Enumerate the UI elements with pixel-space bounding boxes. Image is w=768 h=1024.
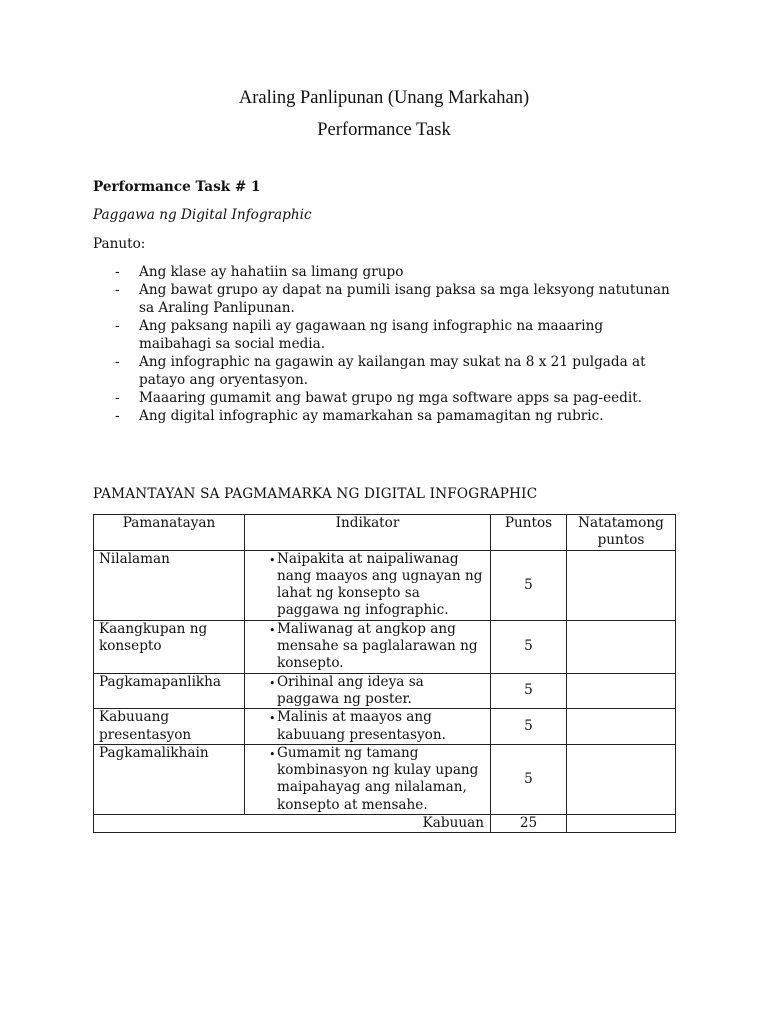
- instruction-item: [115, 263, 675, 281]
- table-row: [94, 550, 676, 620]
- instruction-text: Ang infographic na gagawin ay kailangan may sukat na 8 x 21 pulgada at patayo ang oryentasyon.: [139, 354, 646, 388]
- points-cell: 5: [491, 550, 567, 620]
- list-dash: -: [115, 390, 120, 406]
- indicator-text: Orihinal ang ideya sa paggawa ng poster.: [277, 673, 424, 707]
- earned-cell: [567, 550, 676, 620]
- instruction-item: [115, 407, 675, 425]
- bullet-icon: •: [269, 747, 276, 761]
- table-row: [94, 709, 676, 745]
- earned-cell: [567, 620, 676, 673]
- instruction-text: Ang paksang napili ay gagawaan ng isang infographic na maaaring maibahagi sa social media.: [139, 318, 604, 352]
- instruction-item: [115, 281, 675, 317]
- task-heading: Performance Task # 1: [93, 179, 261, 195]
- column-header-criterion: Pamanatayan: [94, 515, 245, 551]
- total-earned-cell: [567, 815, 676, 833]
- indicator-cell: [245, 620, 491, 673]
- indicator-text: Maliwanag at angkop ang mensahe sa paglalarawan ng konsepto.: [277, 620, 478, 672]
- table-row: [94, 744, 676, 814]
- table-header-row: [94, 515, 676, 551]
- indicator-text: Naipakita at naipaliwanag nang maayos ang ugnayan ng lahat ng konsepto sa paggawa ng infographic.: [277, 550, 483, 619]
- table-row: [94, 620, 676, 673]
- points-cell: 5: [491, 744, 567, 814]
- task-name: Paggawa ng Digital Infographic: [93, 207, 312, 223]
- list-dash: -: [115, 264, 120, 280]
- bullet-icon: •: [269, 623, 276, 637]
- instruction-item: [115, 353, 675, 389]
- list-dash: -: [115, 408, 120, 424]
- criterion-cell: Kaangkupan ng konsepto: [94, 620, 245, 673]
- total-label: Kabuuan: [94, 815, 491, 833]
- points-cell: 5: [491, 673, 567, 709]
- bullet-icon: •: [269, 553, 276, 567]
- instruction-text: Ang klase ay hahatiin sa limang grupo: [139, 264, 404, 280]
- indicator-cell: [245, 673, 491, 709]
- earned-cell: [567, 673, 676, 709]
- table-row: [94, 673, 676, 709]
- bullet-icon: •: [269, 676, 276, 690]
- criterion-cell: Pagkamalikhain: [94, 744, 245, 814]
- earned-cell: [567, 709, 676, 745]
- page-title: Araling Panlipunan (Unang Markahan): [238, 88, 530, 108]
- criterion-cell: Pagkamapanlikha: [94, 673, 245, 709]
- list-dash: -: [115, 354, 120, 370]
- total-points: 25: [491, 815, 567, 833]
- instructions-list: [115, 263, 675, 425]
- page-subtitle: Performance Task: [317, 120, 451, 140]
- list-dash: -: [115, 282, 120, 298]
- indicator-cell: [245, 709, 491, 745]
- points-cell: 5: [491, 709, 567, 745]
- list-dash: -: [115, 318, 120, 334]
- column-header-points: Puntos: [491, 515, 567, 551]
- instruction-item: [115, 317, 675, 353]
- instruction-text: Ang bawat grupo ay dapat na pumili isang paksa sa mga leksyong natutunan sa Araling Panlipunan.: [139, 282, 670, 316]
- instruction-item: [115, 389, 675, 407]
- column-header-earned: Natatamong puntos: [567, 515, 676, 551]
- bullet-icon: •: [269, 712, 276, 726]
- indicator-cell: [245, 550, 491, 620]
- indicator-cell: [245, 744, 491, 814]
- rubric-heading: PAMANTAYAN SA PAGMAMARKA NG DIGITAL INFOGRAPHIC: [93, 486, 538, 502]
- total-row: [94, 815, 676, 833]
- criterion-cell: Nilalaman: [94, 550, 245, 620]
- earned-cell: [567, 744, 676, 814]
- rubric-table: [93, 514, 676, 833]
- indicator-text: Malinis at maayos ang kabuuang presentasyon.: [277, 709, 446, 743]
- instruction-text: Maaaring gumamit ang bawat grupo ng mga software apps sa pag-eedit.: [139, 390, 642, 406]
- column-header-indicator: Indikator: [245, 515, 491, 551]
- criterion-cell: Kabuuang presentasyon: [94, 709, 245, 745]
- indicator-text: Gumamit ng tamang kombinasyon ng kulay upang maipahayag ang nilalaman, konsepto at mensahe.: [277, 744, 479, 813]
- instruction-text: Ang digital infographic ay mamarkahan sa pamamagitan ng rubric.: [139, 408, 604, 424]
- instructions-label: Panuto:: [93, 236, 146, 252]
- points-cell: 5: [491, 620, 567, 673]
